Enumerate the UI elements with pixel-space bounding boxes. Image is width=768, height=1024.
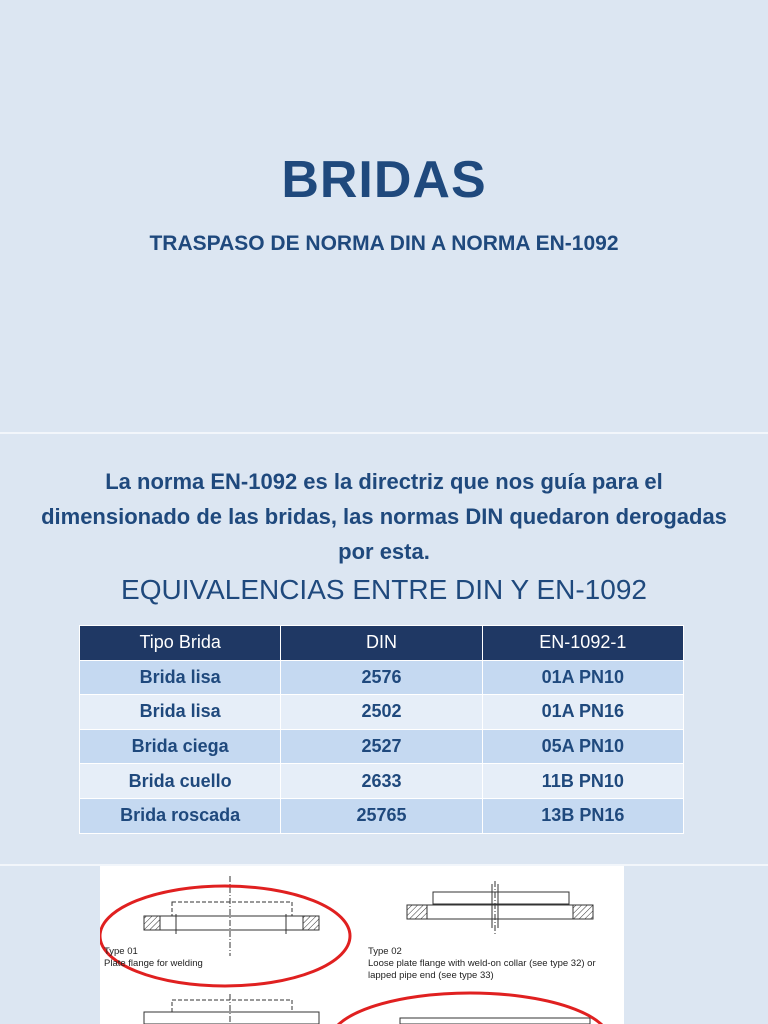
cell-tipo: Brida lisa [80, 660, 281, 695]
flange-01-pipe [172, 902, 292, 916]
cell-din: 25765 [281, 798, 482, 833]
flange-03-body [144, 1012, 319, 1024]
cell-din: 2502 [281, 695, 482, 730]
intro-paragraph: La norma EN-1092 es la directriz que nos guía para el dimensionado de las bridas, las normas DIN quedaron derogadas por esta. [41, 469, 727, 564]
flange-01-section-left [144, 916, 160, 930]
cell-en: 01A PN10 [482, 660, 683, 695]
type02-label: Type 02 [368, 946, 402, 957]
slide-title: BRIDAS [281, 151, 487, 209]
cell-din: 2576 [281, 660, 482, 695]
flange-technical-drawing [100, 866, 624, 1024]
type02-caption [368, 946, 624, 982]
flange-01-body [144, 916, 319, 930]
flange-02-section-right [573, 905, 593, 919]
header-tipo-brida: Tipo Brida [80, 626, 281, 661]
table-row [80, 798, 684, 833]
cell-en: 13B PN16 [482, 798, 683, 833]
table-row [80, 729, 684, 764]
type02-description: Loose plate flange with weld-on collar (see type 32) or [368, 958, 596, 969]
type01-label: Type 01 [104, 946, 138, 957]
cell-tipo: Brida cuello [80, 764, 281, 799]
equivalence-table [79, 625, 684, 834]
cell-din: 2527 [281, 729, 482, 764]
table-row [80, 660, 684, 695]
flange-02-section-left [407, 905, 427, 919]
equivalence-heading: EQUIVALENCIAS ENTRE DIN Y EN-1092 [121, 574, 647, 605]
highlight-ellipse-lower [330, 993, 610, 1024]
type01-description: Plate flange for welding [104, 958, 203, 969]
cell-tipo: Brida lisa [80, 695, 281, 730]
header-din: DIN [281, 626, 482, 661]
header-en1092: EN-1092-1 [482, 626, 683, 661]
cell-din: 2633 [281, 764, 482, 799]
highlight-ellipse-type01 [100, 886, 350, 986]
slide-subtitle: TRASPASO DE NORMA DIN A NORMA EN-1092 [149, 232, 619, 255]
cell-en: 05A PN10 [482, 729, 683, 764]
flange-01-section-right [303, 916, 319, 930]
title-slide [0, 0, 768, 432]
equivalence-slide [0, 434, 768, 864]
flange-04-body [400, 1018, 590, 1024]
flange-02-body [407, 905, 593, 919]
flange-03-pipe [172, 1000, 292, 1012]
type01-caption [104, 946, 203, 970]
table-row [80, 764, 684, 799]
table-row [80, 695, 684, 730]
flange-02-collar [433, 892, 569, 904]
cell-tipo: Brida ciega [80, 729, 281, 764]
cell-en: 11B PN10 [482, 764, 683, 799]
table-header-row [80, 626, 684, 661]
cell-en: 01A PN16 [482, 695, 683, 730]
cell-tipo: Brida roscada [80, 798, 281, 833]
type02-description-cont: lapped pipe end (see type 33) [368, 970, 494, 981]
flange-types-slide [0, 866, 768, 1024]
flange-drawing [100, 866, 624, 1024]
